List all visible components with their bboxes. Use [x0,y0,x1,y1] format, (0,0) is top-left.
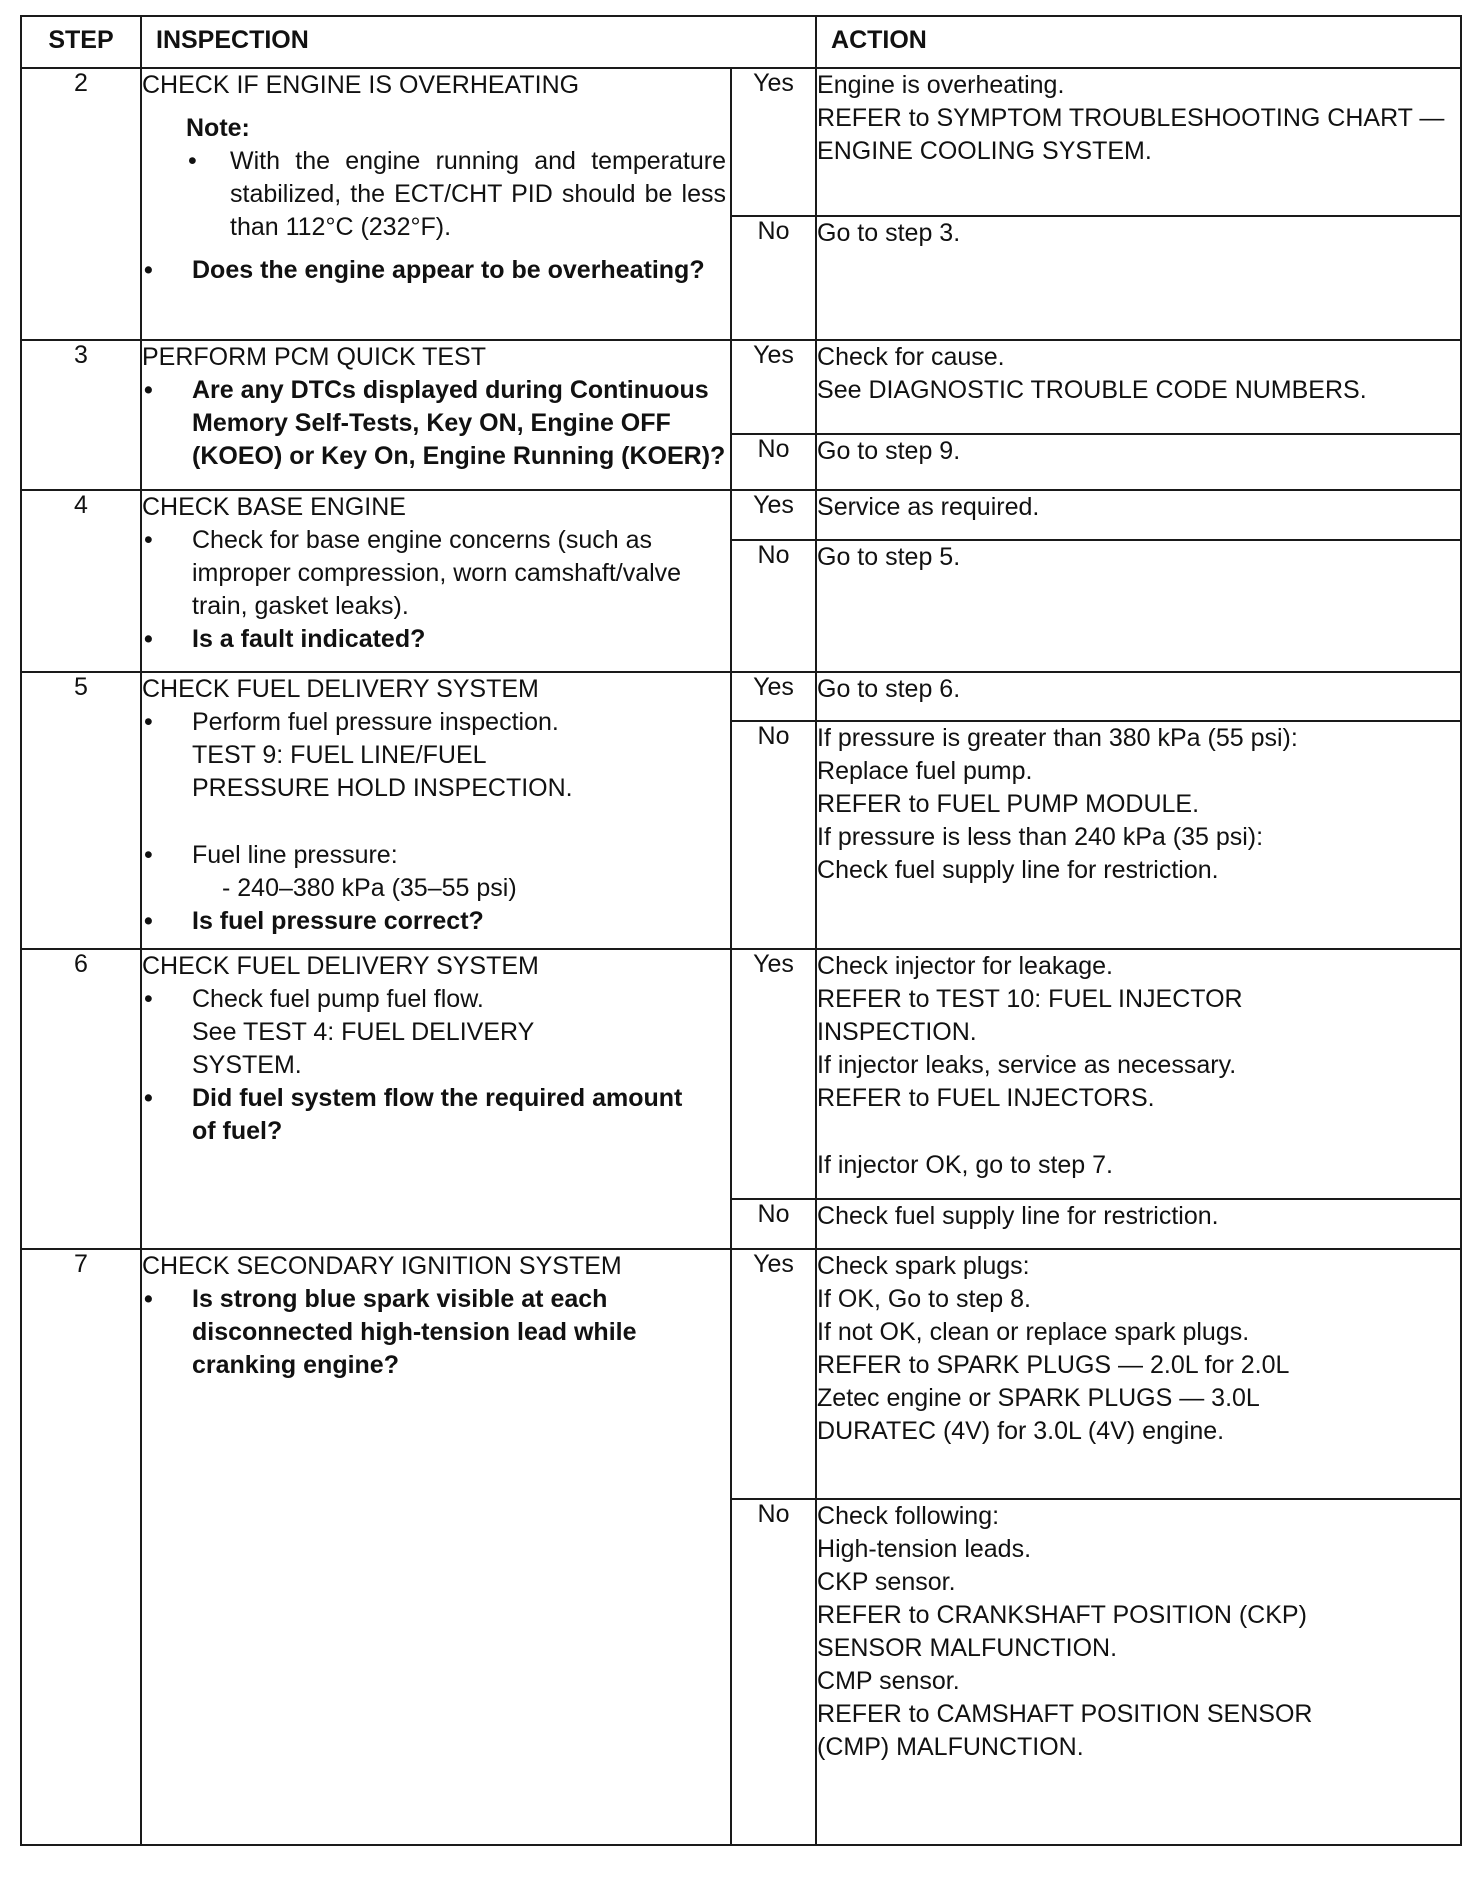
yes-label: Yes [731,672,816,721]
action-line: If injector leaks, service as necessary. [817,1051,1237,1079]
bullet-icon: • [144,708,153,736]
action-line: If pressure is less than 240 kPa (35 psi): [817,823,1264,851]
inspection-question: Is fuel pressure correct? [192,907,484,935]
step-3-yes-action [816,340,1461,434]
bullet-icon: • [144,985,153,1013]
action-line: SENSOR MALFUNCTION. [817,1634,1118,1662]
bullet-icon: • [144,1084,153,1112]
action-line: REFER to CAMSHAFT POSITION SENSOR [817,1700,1313,1728]
step-number: 3 [21,340,141,490]
step-7-no-action [816,1499,1461,1845]
yes-label: Yes [731,1249,816,1499]
step-2-no-action: Go to step 3. [816,216,1461,340]
inspection-title: CHECK BASE ENGINE [142,493,406,521]
inspection-title: CHECK FUEL DELIVERY SYSTEM [142,952,539,980]
note-label: Note: [186,114,250,142]
inspection-bullet-text: Check fuel pump fuel flow. [192,985,484,1013]
bullet-icon: • [144,625,153,653]
bullet-icon: • [144,256,153,284]
step-6-yes-action [816,949,1461,1199]
bullet-icon: • [144,1285,153,1313]
step-6-no-action: Check fuel supply line for restriction. [816,1199,1461,1249]
inspection-bullet [142,983,730,1016]
test-reference: SYSTEM. [192,1051,302,1079]
step-2-yes-action [816,68,1461,216]
inspection-bullet-text: Check for base engine concerns (such as improper compression, worn camshaft/valve train, gasket leaks). [192,526,682,620]
step-3-yes-row [21,340,1461,434]
bullet-icon: • [144,526,153,554]
step-4-no-action: Go to step 5. [816,540,1461,672]
step-3-inspection [141,340,731,490]
action-line: REFER to CRANKSHAFT POSITION (CKP) [817,1601,1307,1629]
yes-label: Yes [731,949,816,1199]
inspection-bullet-text: Perform fuel pressure inspection. [192,708,559,736]
step-7-yes-action [816,1249,1461,1499]
step-4-yes-row [21,490,1461,540]
question-bullet [142,254,730,287]
step-5-no-action [816,721,1461,949]
step-5-yes-row [21,672,1461,721]
question-bullet [142,623,730,656]
action-line: CKP sensor. [817,1568,956,1596]
step-number: 4 [21,490,141,672]
inspection-bullet [142,706,730,739]
bullet-icon: • [144,376,153,404]
inspection-question: Did fuel system flow the required amount of fuel? [192,1084,683,1145]
bullet-icon: • [144,841,153,869]
step-2-inspection [141,68,731,340]
step-7-yes-row [21,1249,1461,1499]
inspection-title: CHECK FUEL DELIVERY SYSTEM [142,675,539,703]
action-line: Engine is overheating. [817,71,1065,99]
no-label: No [731,434,816,490]
step-5-yes-action: Go to step 6. [816,672,1461,721]
inspection-question: Does the engine appear to be overheating? [192,256,705,284]
step-4-inspection [141,490,731,672]
question-bullet [142,1283,730,1382]
note-bullet [186,145,730,244]
header-row [21,16,1461,68]
action-line: REFER to SYMPTOM TROUBLESHOOTING CHART — ENGINE COOLING SYSTEM. [817,104,1445,165]
no-label: No [731,1499,816,1845]
action-line: CMP sensor. [817,1667,960,1695]
step-3-no-action: Go to step 9. [816,434,1461,490]
action-line: INSPECTION. [817,1018,977,1046]
yes-label: Yes [731,68,816,216]
test-reference: TEST 9: FUEL LINE/FUEL [192,741,487,769]
action-line: (CMP) MALFUNCTION. [817,1733,1084,1761]
step-number: 6 [21,949,141,1249]
bullet-icon: • [144,907,153,935]
inspection-question: Is a fault indicated? [192,625,426,653]
no-label: No [731,540,816,672]
inspection-bullet [142,839,730,872]
step-6-yes-row [21,949,1461,1199]
action-line: Check for cause. [817,343,1005,371]
yes-label: Yes [731,340,816,434]
yes-label: Yes [731,490,816,540]
action-line: REFER to FUEL INJECTORS. [817,1084,1155,1112]
test-reference: PRESSURE HOLD INSPECTION. [192,774,573,802]
question-bullet [142,374,730,473]
step-6-inspection [141,949,731,1249]
action-line: See DIAGNOSTIC TROUBLE CODE NUMBERS. [817,376,1367,404]
step-7-inspection [141,1249,731,1845]
action-line: DURATEC (4V) for 3.0L (4V) engine. [817,1417,1225,1445]
diagnostic-table [20,15,1462,1846]
step-5-inspection [141,672,731,949]
action-line: REFER to FUEL PUMP MODULE. [817,790,1200,818]
no-label: No [731,721,816,949]
step-header: STEP [21,16,141,68]
action-line: Zetec engine or SPARK PLUGS — 3.0L [817,1384,1260,1412]
bullet-icon: • [188,147,197,175]
no-label: No [731,216,816,340]
action-line: Check injector for leakage. [817,952,1113,980]
action-line: Replace fuel pump. [817,757,1033,785]
inspection-title: CHECK IF ENGINE IS OVERHEATING [142,71,580,99]
step-number: 5 [21,672,141,949]
pressure-spec: - 240–380 kPa (35–55 psi) [222,874,517,902]
action-line: REFER to SPARK PLUGS — 2.0L for 2.0L [817,1351,1290,1379]
test-reference: See TEST 4: FUEL DELIVERY [192,1018,535,1046]
step-number: 7 [21,1249,141,1845]
action-line: High-tension leads. [817,1535,1032,1563]
action-header: ACTION [816,16,1461,68]
action-line: If pressure is greater than 380 kPa (55 psi): [817,724,1298,752]
step-2-yes-row [21,68,1461,216]
question-bullet [142,905,730,938]
inspection-bullet [142,524,730,623]
no-label: No [731,1199,816,1249]
action-line: REFER to TEST 10: FUEL INJECTOR [817,985,1243,1013]
action-line: If injector OK, go to step 7. [817,1151,1113,1179]
action-line: Check spark plugs: [817,1252,1030,1280]
step-number: 2 [21,68,141,340]
inspection-header: INSPECTION [141,16,816,68]
action-line: Check fuel supply line for restriction. [817,856,1219,884]
action-line: Check following: [817,1502,1000,1530]
inspection-title: CHECK SECONDARY IGNITION SYSTEM [142,1252,622,1280]
note-text: With the engine running and temperature stabilized, the ECT/CHT PID should be less than 112°C (232°F). [230,147,726,241]
question-bullet [142,1082,730,1148]
inspection-bullet-text: Fuel line pressure: [192,841,398,869]
action-line: If not OK, clean or replace spark plugs. [817,1318,1250,1346]
step-4-yes-action: Service as required. [816,490,1461,540]
inspection-question: Is strong blue spark visible at each disconnected high-tension lead while cranking engine? [192,1285,637,1379]
action-line: If OK, Go to step 8. [817,1285,1032,1313]
inspection-question: Are any DTCs displayed during Continuous Memory Self-Tests, Key ON, Engine OFF (KOEO) or Key On, Engine Running (KOER)? [192,376,726,470]
inspection-title: PERFORM PCM QUICK TEST [142,343,487,371]
